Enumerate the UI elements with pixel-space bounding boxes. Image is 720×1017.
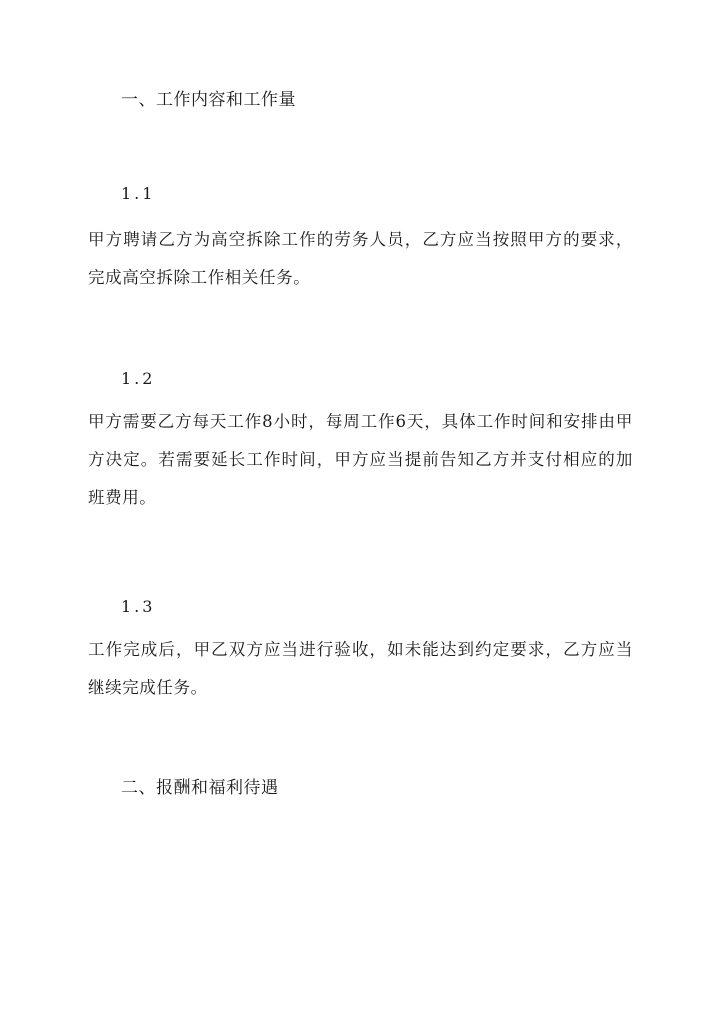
clause-number-1-1: 1.1 [121, 184, 156, 203]
clause-number-1-2: 1.2 [121, 369, 156, 388]
section-heading-1: 一、工作内容和工作量 [121, 90, 296, 110]
clause-text-1-3: 工作完成后，甲乙双方应当进行验收，如未能达到约定要求，乙方应当继续完成任务。 [88, 640, 633, 697]
clause-text-1-2: 甲方需要乙方每天工作8小时，每周工作6天，具体工作时间和安排由甲方决定。若需要延长工作时间，甲方应当提前告知乙方并支付相应的加班费用。 [88, 412, 633, 507]
clause-text-1-1: 甲方聘请乙方为高空拆除工作的劳务人员，乙方应当按照甲方的要求，完成高空拆除工作相关任务。 [88, 230, 633, 287]
section-heading-2: 二、报酬和福利待遇 [121, 778, 279, 798]
clause-number-1-3: 1.3 [121, 597, 156, 616]
